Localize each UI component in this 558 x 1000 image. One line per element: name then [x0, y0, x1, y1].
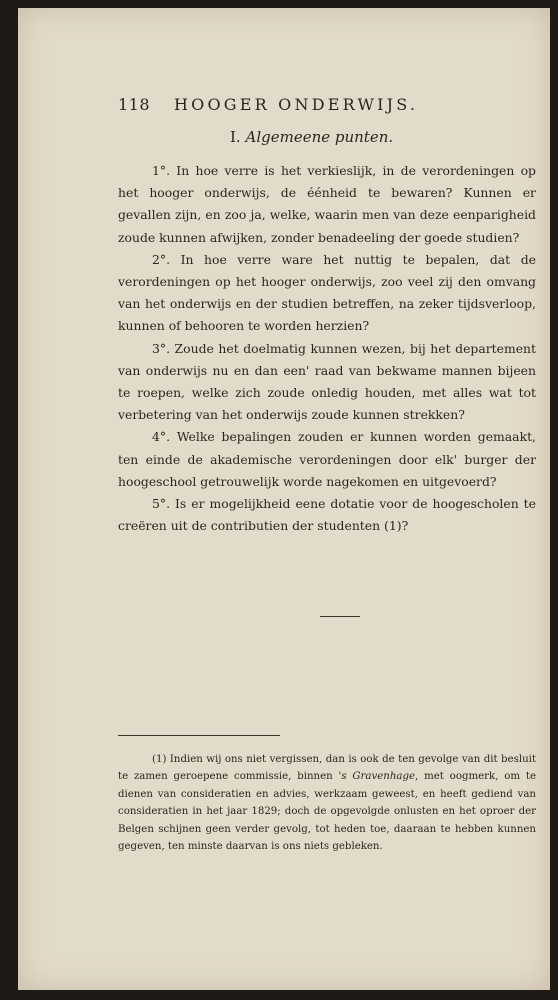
- footnote-place: 's Gravenhage: [338, 771, 416, 783]
- page-header: [118, 95, 486, 117]
- running-title: HOOGER ONDERWIJS.: [174, 95, 419, 114]
- paragraph-1: 1°. In hoe verre is het verkieslijk, in de verordeningen op het hooger onderwijs, de éénheid te bewaren? Kunnen er gevallen zijn, en zoo ja, welke, waarin men van deze eenparigheid zoude kunnen afwijken, zonder benadeeling der goede studien?: [118, 163, 536, 245]
- footnote: [118, 751, 536, 855]
- section-title: Algemeene punten.: [245, 128, 394, 146]
- footnote-rule: [118, 735, 280, 736]
- page-number: 118: [118, 95, 151, 114]
- paragraph-2: 2°. In hoe verre ware het nuttig te bepalen, dat de verordeningen op het hooger onderwijs, zoo veel zij den omvang van het onderwijs en der studien betreffen, na zeker tijdsverloop, kunnen of behooren te worden herzien?: [118, 251, 536, 334]
- footnote-text: [118, 751, 536, 855]
- paragraph-3: 3°. Zoude het doelmatig kunnen wezen, bij het departement van onderwijs nu en dan een' raad van bekwame mannen bijeen te roepen, welke zich zoude onledig houden, met alles wat tot verbetering van het onderwijs zoude kunnen strekken?: [118, 340, 536, 423]
- footnote-part-1: (1) Indien wij ons niet vergissen, dan is ook de ten gevolge van dit besluit te zamen geroepene commissie, binnen: [118, 754, 536, 783]
- paragraph-5: 5°. Is er mogelijkheid eene dotatie voor de hoogescholen te creëren uit de contributien der studenten (1)?: [118, 496, 536, 534]
- footnote-part-2: , met oogmerk, om te dienen van consideratien en advies, werkzaam geweest, en heeft gediend van consideratien in het jaar 1829; doch de opgevolgde onlusten en het oproer der Belgen schijnen geen verder gevolg, tot heden toe, daaraan te hebben kunnen gegeven, ten minste daarvan is ons niets gebleken.: [118, 771, 536, 853]
- paragraph-4: 4°. Welke bepalingen zouden er kunnen worden gemaakt, ten einde de akademische verordeningen door elk' burger der hoogeschool getrouwelijk worde nagekomen en uitgevoerd?: [118, 429, 536, 489]
- section-number: I.: [230, 128, 241, 146]
- section-heading: [230, 128, 490, 146]
- book-page: [18, 8, 550, 990]
- section-end-rule: [320, 616, 360, 617]
- main-text: [118, 160, 536, 537]
